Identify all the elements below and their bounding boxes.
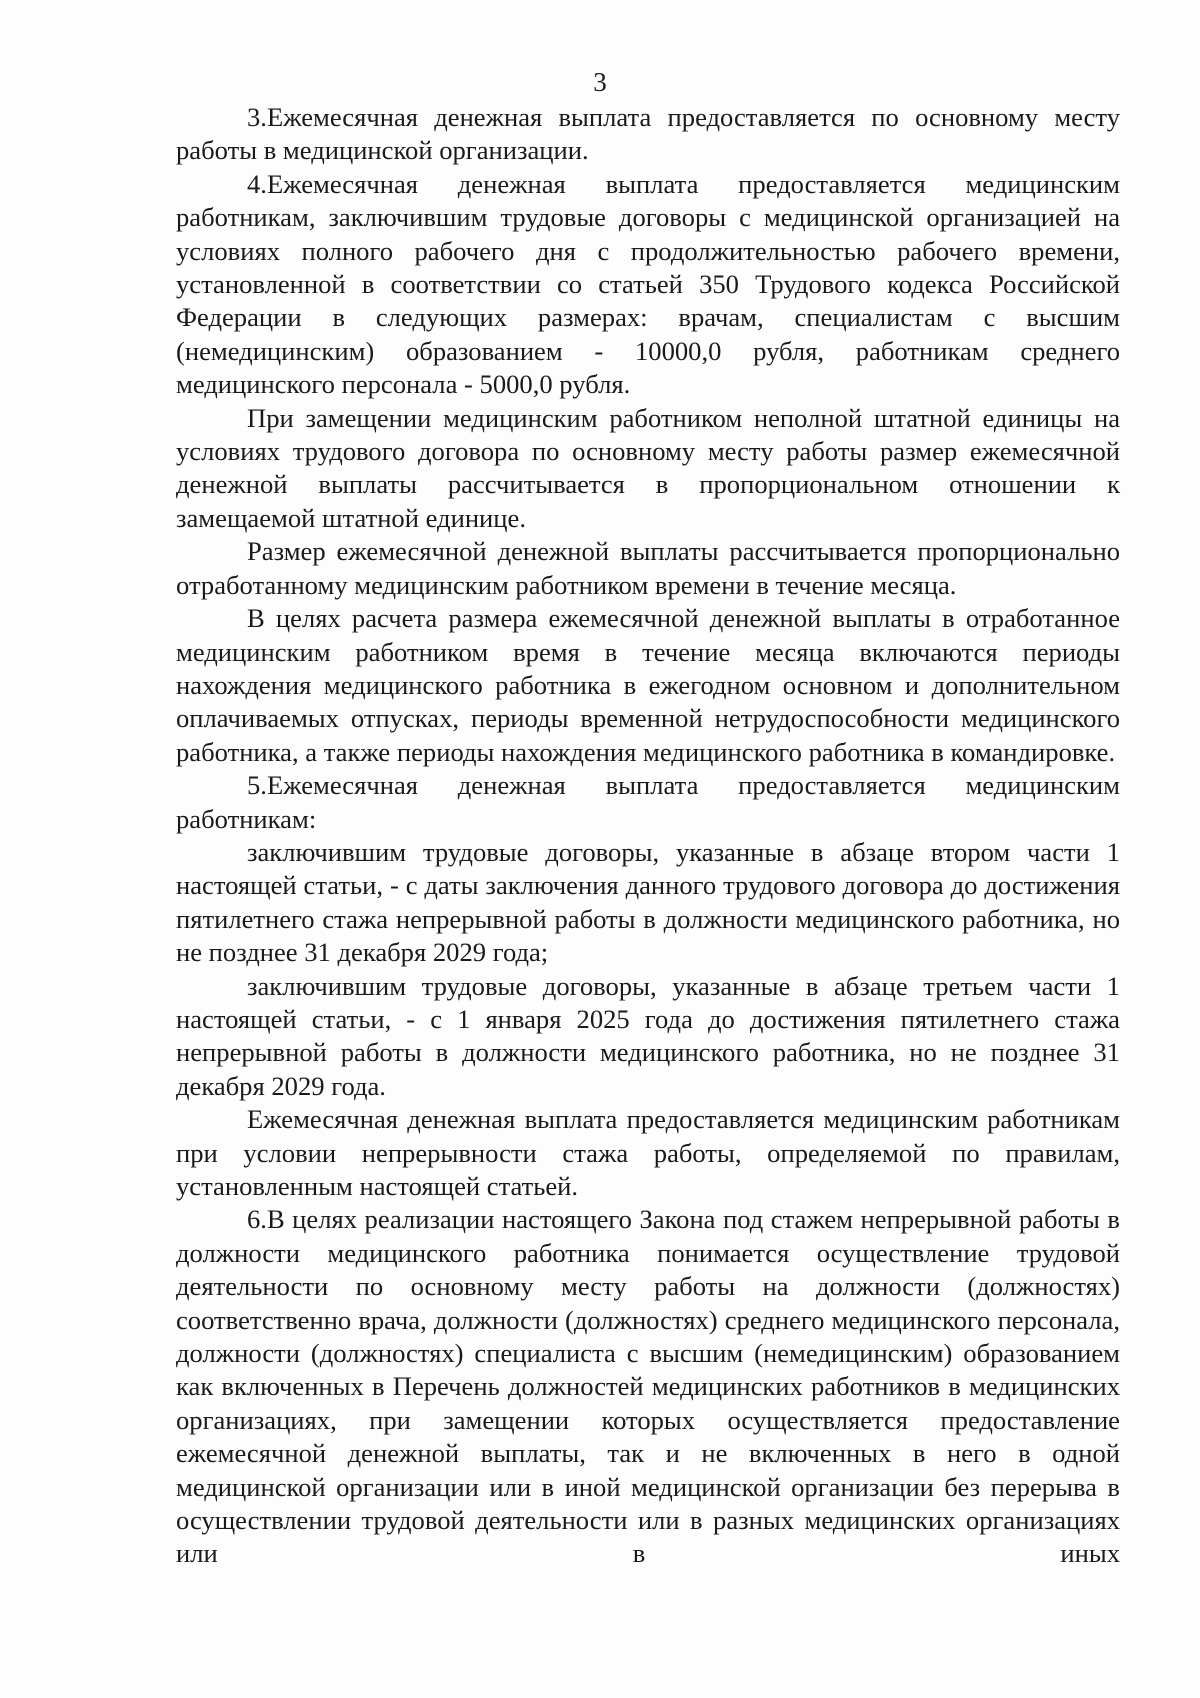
paragraph-5-3: заключившим трудовые договоры, указанные в абзаце третьем части 1 настоящей статьи, - с 1 января 2025 года до достижения пятилетнего стажа непрерывной работы в должности медицинского работника, но не позднее 31 декабря 2029 года.	[176, 970, 1120, 1101]
page-number: 3	[593, 67, 607, 97]
paragraph-5-2: заключившим трудовые договоры, указанные в абзаце втором части 1 настоящей статьи, - с даты заключения данного трудового договора до достижения пятилетнего стажа непрерывной работы в должности медицинского работника, но не позднее 31 декабря 2029 года;	[176, 836, 1120, 968]
paragraph-4-4: В целях расчета размера ежемесячной денежной выплаты в отработанное медицинским работником время в течение месяца включаются периоды нахождения медицинского работника в ежегодном основном и дополнительном оплачиваемых отпусках, периоды временной нетрудоспособности медицинского работника, а также периоды нахождения медицинского работника в командировке.	[176, 603, 1120, 767]
paragraph-4-3: Размер ежемесячной денежной выплаты рассчитывается пропорционально отработанному медицинским работником времени в течение месяца.	[176, 536, 1120, 600]
paragraph-3-1: 3.Ежемесячная денежная выплата предоставляется по основному месту работы в медицинской организации.	[176, 102, 1120, 166]
paragraph-5-1: 5.Ежемесячная денежная выплата предоставляется медицинским работникам:	[176, 770, 1120, 834]
paragraph-5-4: Ежемесячная денежная выплата предоставляется медицинским работникам при условии непрерывности стажа работы, определяемой по правилам, установленным настоящей статьей.	[176, 1104, 1120, 1201]
document-body	[176, 101, 1120, 1571]
paragraph-4-1: 4.Ежемесячная денежная выплата предоставляется медицинским работникам, заключившим трудовые договоры с медицинской организацией на условиях полного рабочего дня с продолжительностью рабочего времени, установленной в соответствии со статьей 350 Трудового кодекса Российской Федерации в следующих размерах: врачам, специалистам с высшим (немедицинским) образованием - 10000,0 рубля, работникам среднего медицинского персонала - 5000,0 рубля.	[176, 168, 1120, 400]
paragraph-4-2: При замещении медицинским работником неполной штатной единицы на условиях трудового договора по основному месту работы размер ежемесячной денежной выплаты рассчитывается в пропорциональном отношении к замещаемой штатной единице.	[176, 402, 1120, 533]
paragraph-6-1: 6.В целях реализации настоящего Закона под стажем непрерывной работы в должности медицинского работника понимается осуществление трудовой деятельности по основному месту работы на должности (должностях) соответственно врача, должности (должностях) среднего медицинского персонала, должности (должностях) специалиста с высшим (немедицинским) образованием как включенных в Перечень должностей медицинских работников в медицинских организациях, при замещении которых осуществляется предоставление ежемесячной денежной выплаты, так и не включенных в него в одной медицинской организации или в иной медицинской организации без перерыва в осуществлении трудовой деятельности или в разных медицинских организациях или в иных	[176, 1204, 1120, 1569]
